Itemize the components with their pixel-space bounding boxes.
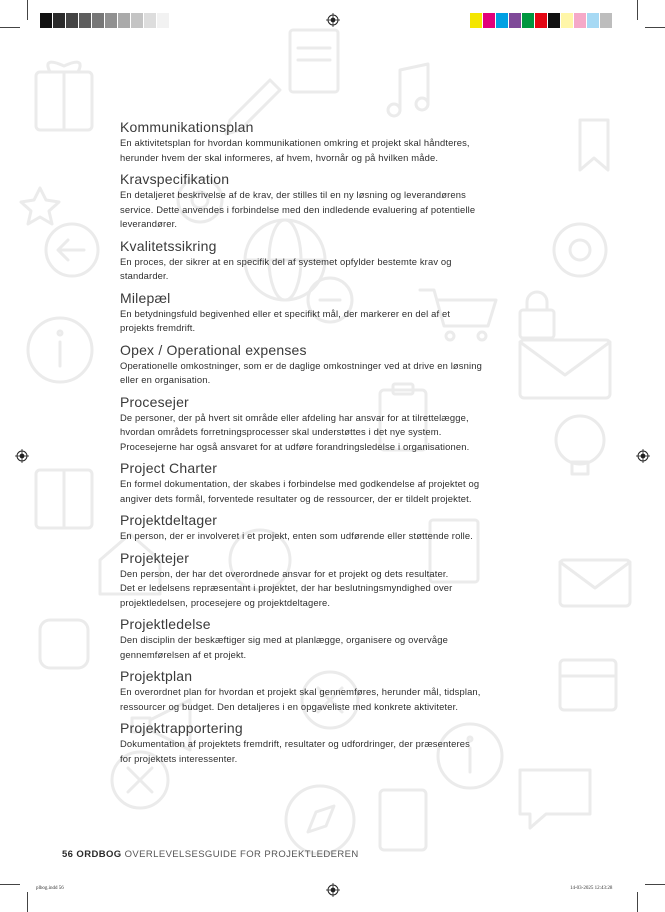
color-swatch: [574, 13, 587, 28]
color-swatch: [548, 13, 561, 28]
crop-mark: [0, 884, 20, 885]
section-title: ORDBOG: [76, 849, 122, 860]
glossary-entry: [120, 290, 550, 336]
glossary-term: Project Charter: [120, 460, 218, 476]
hand-icon: [40, 620, 88, 668]
crop-mark: [645, 884, 665, 885]
color-swatch: [118, 13, 131, 28]
color-swatch: [483, 13, 496, 28]
glossary-term: Kommunikationsplan: [120, 119, 254, 135]
color-swatch: [470, 13, 483, 28]
glossary-term: Opex / Operational expenses: [120, 341, 307, 358]
slug-filename: plbog.indd 56: [36, 886, 64, 891]
color-swatch: [496, 13, 509, 28]
glossary-definition: Den disciplin der beskæftiger sig med at planlægge, organisere og overvåge gennemførelsen af et projekt.: [120, 634, 448, 660]
gear-icon: [554, 224, 606, 276]
gift-icon: [36, 470, 92, 528]
glossary-entry: [120, 342, 550, 388]
glossary-term: Procesejer: [120, 393, 189, 410]
glossary-definition: En aktivitetsplan for hvordan kommunikationen omkring et projekt skal håndteres, herunder hvem der skal informeres, af hvem, hvornår og på hvilken måde.: [120, 137, 470, 163]
glossary-definition: Den person, der har det overordnede ansvar for et projekt og dets resultater. Det er ledelsens repræsentant i projektet, der har beslutningsmyndighed over projektledelsen, procesejere og projektdeltagere.: [120, 567, 453, 608]
slug-timestamp: 14-03-2025 12:43:28: [570, 886, 613, 891]
color-swatch: [79, 13, 92, 28]
process-color-bar: [470, 13, 613, 28]
color-swatch: [66, 13, 79, 28]
glossary-term: Projektledelse: [120, 616, 211, 632]
glossary-entry: [120, 238, 550, 284]
clipboard-icon: [380, 790, 426, 850]
crop-mark: [27, 892, 28, 912]
glossary-list: [120, 119, 550, 772]
glossary-entry: [120, 394, 550, 455]
crop-mark: [637, 892, 638, 912]
compass-icon: [286, 786, 354, 854]
registration-mark-icon: [15, 449, 29, 463]
color-swatch: [92, 13, 105, 28]
glossary-entry: [120, 512, 550, 544]
crop-mark: [0, 27, 20, 28]
page-footer: [62, 849, 359, 860]
color-swatch: [131, 13, 144, 28]
registration-mark-icon: [326, 883, 340, 897]
glossary-term: Projektrapportering: [120, 720, 243, 736]
book-title: OVERLEVELSESGUIDE FOR PROJEKTLEDEREN: [124, 849, 359, 860]
glossary-definition: En detaljeret beskrivelse af de krav, der stilles til en ny løsning og leverandørens service. Dette anvendes i forbindelse med den indledende evaluering af potentielle leverandører.: [120, 189, 476, 229]
gift-icon: [36, 62, 92, 130]
color-swatch: [535, 13, 548, 28]
glossary-term: Projektplan: [120, 668, 193, 684]
bookmark-icon: [580, 120, 608, 170]
glossary-definition: En betydningsfuld begivenhed eller et specifikt mål, der markerer en del af et projekts fremdrift.: [120, 307, 451, 333]
glossary-definition: De personer, der på hvert sit område eller afdeling har ansvar for at tilrettelægge, hvordan områdets forretningsprocesser skal understøttes i det nye system. Procesejerne har også ansvaret for at udføre forandringsledelse i organisationen.: [120, 411, 470, 452]
color-swatch: [587, 13, 600, 28]
crop-mark: [637, 0, 638, 20]
color-swatch: [561, 13, 574, 28]
info-icon: [28, 318, 92, 382]
glossary-definition: En proces, der sikrer at en specifik del af systemet opfylder bestemte krav og standarder.: [120, 255, 452, 281]
color-swatch: [157, 13, 170, 28]
glossary-definition: En overordnet plan for hvordan et projekt skal gennemføres, herunder mål, tidsplan, ressourcer og budget. Den detaljeres i en opgaveliste med konkrete aktiviteter.: [120, 686, 481, 712]
color-swatch: [53, 13, 66, 28]
glossary-term: Projektdeltager: [120, 512, 218, 528]
glossary-term: Milepæl: [120, 289, 171, 306]
star-icon: [21, 188, 59, 224]
glossary-definition: Dokumentation af projektets fremdrift, resultater og udfordringer, der præsenteres for projektets interessenter.: [120, 738, 470, 764]
registration-mark-icon: [326, 13, 340, 27]
arrow-left-icon: [46, 224, 98, 276]
page-number: 56: [62, 849, 74, 860]
glossary-definition: En formel dokumentation, der skabes i forbindelse med godkendelse af projektet og angiver dets formål, forventede resultater og de ressourcer, der er tildelt projektet.: [120, 478, 480, 504]
color-swatch: [105, 13, 118, 28]
glossary-entry: [120, 668, 550, 714]
color-swatch: [509, 13, 522, 28]
calendar-icon: [560, 660, 616, 710]
grayscale-color-bar: [40, 13, 170, 28]
glossary-term: Kvalitetssikring: [120, 237, 217, 254]
music-note-icon: [388, 64, 428, 116]
glossary-entry: [120, 171, 550, 232]
crop-mark: [645, 27, 665, 28]
glossary-term: Projektejer: [120, 549, 190, 566]
registration-mark-icon: [636, 449, 650, 463]
document-icon: [290, 30, 338, 92]
glossary-entry: [120, 460, 550, 506]
glossary-term: Kravspecifikation: [120, 171, 230, 187]
color-swatch: [144, 13, 157, 28]
color-swatch: [600, 13, 613, 28]
crop-mark: [27, 0, 28, 20]
chat-bubble-icon: [520, 770, 590, 828]
lightbulb-icon: [556, 416, 604, 474]
glossary-definition: Operationelle omkostninger, som er de daglige omkostninger ved at drive en løsning eller en organisation.: [120, 359, 482, 385]
glossary-definition: En person, der er involveret i et projekt, enten som udførende eller støttende rolle.: [120, 530, 474, 541]
color-swatch: [40, 13, 53, 28]
glossary-entry: [120, 616, 550, 662]
glossary-entry: [120, 119, 550, 165]
glossary-entry: [120, 720, 550, 766]
glossary-entry: [120, 550, 550, 611]
envelope-icon: [560, 560, 630, 606]
color-swatch: [522, 13, 535, 28]
